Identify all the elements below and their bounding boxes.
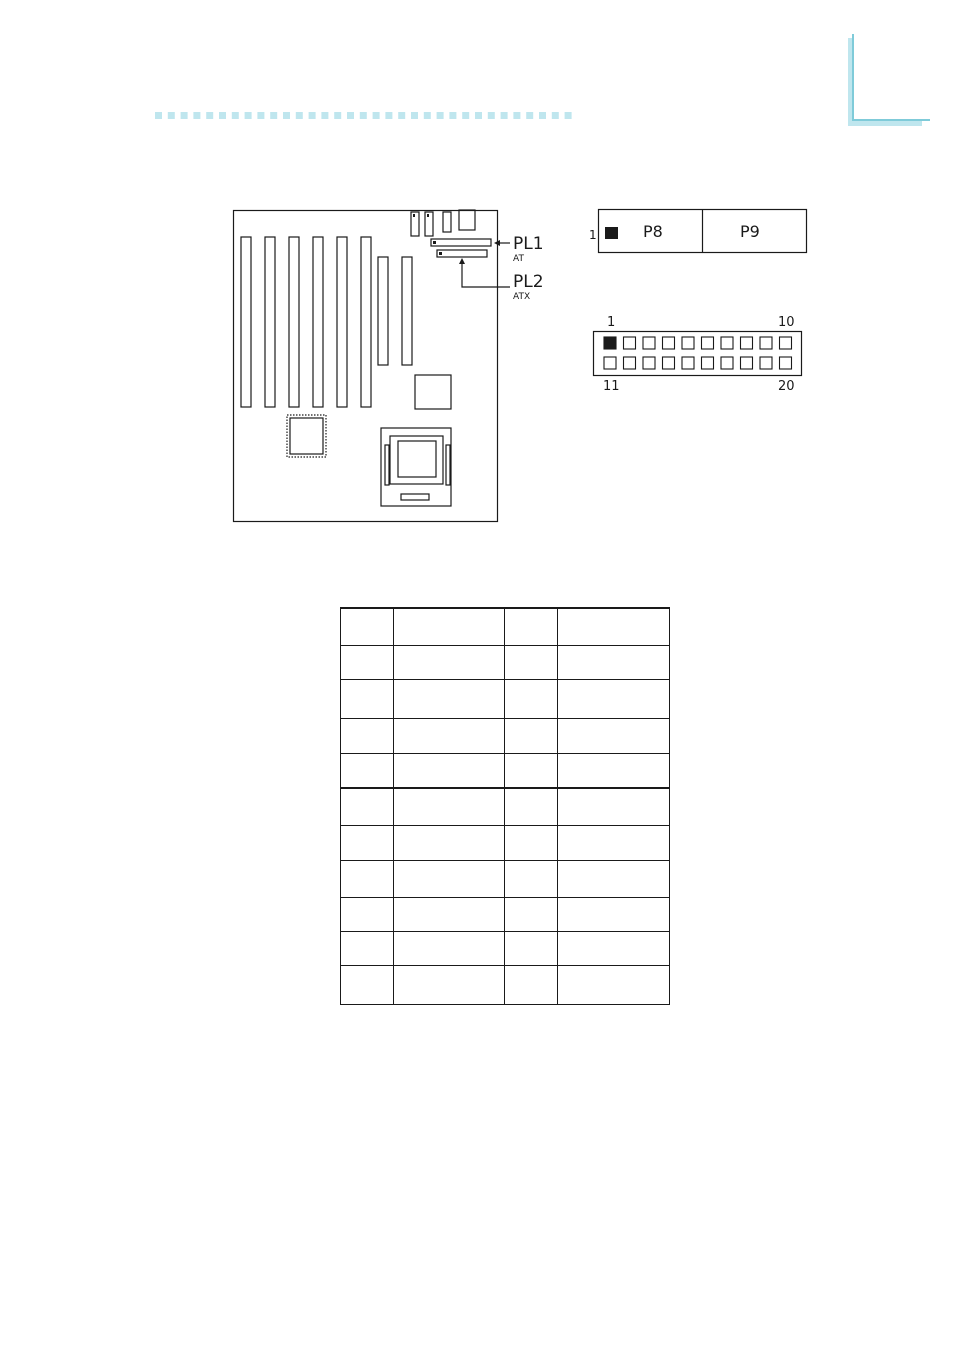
atx-label-pin10: 10: [778, 315, 795, 330]
dot: [360, 112, 367, 119]
pl1-connector: [431, 239, 491, 246]
dot: [181, 112, 188, 119]
table-row: [341, 897, 670, 931]
dot: [334, 112, 341, 119]
atx-pin-3: [643, 337, 655, 349]
p9-label: P9: [740, 222, 760, 241]
pl1-sub-label: AT: [513, 254, 524, 264]
table-cell: [341, 679, 394, 718]
keyboard-connector: [459, 210, 475, 230]
atx-pin-7: [721, 337, 733, 349]
corner-line-horizontal: [852, 119, 930, 121]
table-cell: [558, 753, 670, 788]
table-cell: [504, 965, 558, 1004]
atx-connector-diagram: [590, 310, 810, 400]
bios-chip: [290, 418, 323, 454]
atx-pin-4: [663, 337, 675, 349]
dot: [347, 112, 354, 119]
isa-slot-4: [313, 237, 323, 407]
table-cell: [558, 718, 670, 753]
table-cell: [558, 897, 670, 931]
dot: [501, 112, 508, 119]
dot: [513, 112, 520, 119]
table-cell: [558, 788, 670, 825]
table-cell: [393, 645, 504, 679]
table-row: [341, 965, 670, 1004]
table-row: [341, 679, 670, 718]
table-cell: [504, 860, 558, 897]
pl2-arrow-line: [462, 260, 510, 287]
atx-pin-13: [643, 357, 655, 369]
dot: [475, 112, 482, 119]
table-cell: [558, 645, 670, 679]
atx-pin-6: [702, 337, 714, 349]
dot: [373, 112, 380, 119]
table-cell: [504, 931, 558, 965]
atx-pin-17: [721, 357, 733, 369]
corner-line-vertical: [852, 34, 854, 120]
atx-pin-18: [741, 357, 753, 369]
dot: [296, 112, 303, 119]
dot: [219, 112, 226, 119]
table-cell: [504, 645, 558, 679]
table-cell: [504, 608, 558, 645]
table-row: [341, 825, 670, 860]
dot: [385, 112, 392, 119]
table-cell: [341, 897, 394, 931]
dot: [270, 112, 277, 119]
isa-slot-6: [361, 237, 371, 407]
atx-pin-16: [702, 357, 714, 369]
table-row: [341, 753, 670, 788]
atx-pin-10: [780, 337, 792, 349]
table-cell: [341, 753, 394, 788]
isa-slot-3: [289, 237, 299, 407]
table-cell: [504, 825, 558, 860]
table-cell: [393, 825, 504, 860]
atx-pin-9: [760, 337, 772, 349]
atx-pin-8: [741, 337, 753, 349]
socket-lever: [401, 494, 429, 500]
pl2-connector: [437, 250, 487, 257]
dot: [565, 112, 572, 119]
dot: [206, 112, 213, 119]
dot: [193, 112, 200, 119]
table-cell: [341, 788, 394, 825]
dot: [309, 112, 316, 119]
atx-pin-12: [624, 357, 636, 369]
dot: [437, 112, 444, 119]
table-cell: [504, 788, 558, 825]
socket-side-left: [385, 445, 389, 485]
table-cell: [341, 718, 394, 753]
atx-pin-1: [604, 337, 616, 349]
pci-slot-1: [378, 257, 388, 365]
dot: [398, 112, 405, 119]
motherboard-diagram: [230, 205, 550, 530]
atx-pin-15: [682, 357, 694, 369]
isa-slot-5: [337, 237, 347, 407]
table-row: [341, 718, 670, 753]
table-cell: [341, 645, 394, 679]
table-cell: [393, 931, 504, 965]
table-cell: [341, 931, 394, 965]
dot: [168, 112, 175, 119]
table-cell: [504, 679, 558, 718]
pl2-arrowhead: [459, 258, 465, 264]
table-cell: [393, 753, 504, 788]
table-row: [341, 788, 670, 825]
table-cell: [393, 608, 504, 645]
header-top-3: [443, 212, 451, 232]
table-cell: [393, 788, 504, 825]
dot: [488, 112, 495, 119]
dot: [321, 112, 328, 119]
table-cell: [558, 965, 670, 1004]
dot: [411, 112, 418, 119]
pl1-label: PL1: [513, 234, 544, 254]
isa-slot-1: [241, 237, 251, 407]
table-row: [341, 608, 670, 645]
table-cell: [341, 825, 394, 860]
dotted-header-rule: [155, 112, 575, 120]
dot: [449, 112, 456, 119]
table-row: [341, 645, 670, 679]
bios-chip-pins: [287, 415, 326, 457]
dot: [232, 112, 239, 119]
dot: [424, 112, 431, 119]
cpu-core: [398, 441, 436, 477]
table-cell: [504, 753, 558, 788]
table-cell: [558, 608, 670, 645]
atx-label-pin1: 1: [607, 315, 616, 330]
pci-slot-2: [402, 257, 412, 365]
table-cell: [558, 825, 670, 860]
atx-label-pin11: 11: [603, 379, 620, 394]
table-cell: [341, 860, 394, 897]
atx-pin-19: [760, 357, 772, 369]
atx-pin-5: [682, 337, 694, 349]
pl2-sub-label: ATX: [513, 292, 531, 302]
table-cell: [558, 860, 670, 897]
dot: [526, 112, 533, 119]
atx-pin-20: [780, 357, 792, 369]
table-cell: [393, 718, 504, 753]
table-cell: [393, 860, 504, 897]
dot: [245, 112, 252, 119]
table-cell: [504, 897, 558, 931]
table-cell: [341, 965, 394, 1004]
table-cell: [393, 897, 504, 931]
dot: [462, 112, 469, 119]
table-cell: [558, 679, 670, 718]
dot: [155, 112, 162, 119]
pin1-marker: [605, 227, 618, 239]
pl2-label: PL2: [513, 272, 544, 292]
table-cell: [504, 718, 558, 753]
pin-assignment-table: [340, 607, 670, 1005]
table-cell: [393, 679, 504, 718]
table-row: [341, 931, 670, 965]
isa-slot-2: [265, 237, 275, 407]
table-cell: [393, 965, 504, 1004]
table-row: [341, 860, 670, 897]
socket-side-right: [446, 445, 450, 485]
atx-pin-11: [604, 357, 616, 369]
dot: [283, 112, 290, 119]
chipset: [415, 375, 451, 409]
atx-pin-2: [624, 337, 636, 349]
table-cell: [341, 608, 394, 645]
atx-pin-14: [663, 357, 675, 369]
atx-label-pin20: 20: [778, 379, 795, 394]
dot: [539, 112, 546, 119]
dot: [257, 112, 264, 119]
p8-label: P8: [643, 222, 663, 241]
p8-p9-connector-diagram: [585, 205, 810, 260]
table-cell: [558, 931, 670, 965]
p8-pin1-label: 1: [589, 228, 597, 242]
dot: [552, 112, 559, 119]
